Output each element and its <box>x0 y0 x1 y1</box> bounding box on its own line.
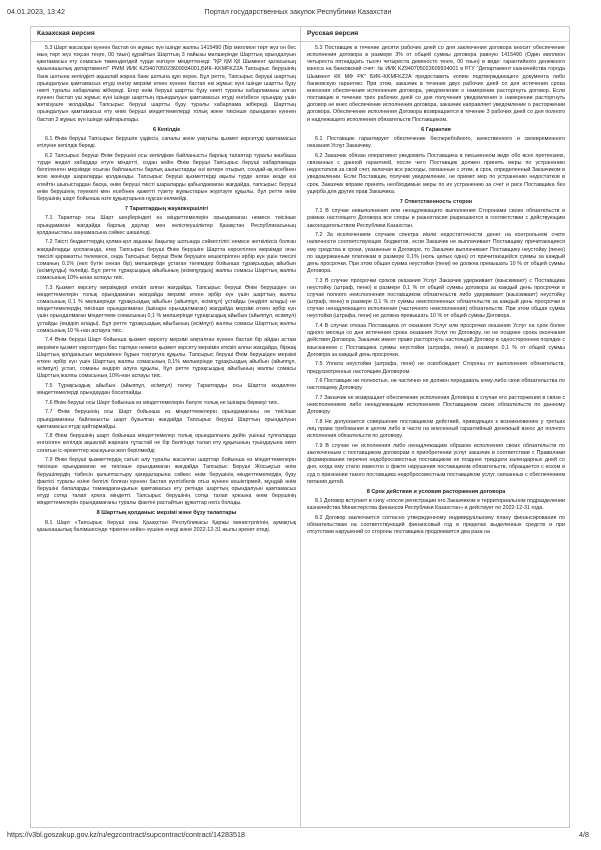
clause-paragraph: 7.3 В случае просрочки сроков оказания Услуг Заказчик удерживает (взыскивает) с Поставщика неустойку (штраф, пеню) в размере 0,1 % от общей суммы договора за каждый день просрочки в случае полного неисполнения поставщиком обязательств либо удерживает (взыскивает) неустойку (штраф, пеню) в размере 0,1 % от суммы неисполненных обязательств за каждый день просрочки в случае ненадлежащего исполнения (частичного неисполнения) обязательств. При этом общая сумма неустойки (штрафа, пени) не должна превышать 10 % от общей суммы Договора. <box>307 277 565 320</box>
browser-print-footer <box>7 830 589 842</box>
clause-paragraph: 7.4 В случае отказа Поставщика от оказания Услуг или просрочки оказания Услуг на срок более одного месяца со дня истечения срока оказания Услуг по Договору, но не позднее срока окончания действия Договора, Заказчик имеет право расторгнуть настоящий Договор в одностороннем порядке с взысканием с Поставщика суммы неустойки (штрафа, пени) в размере 0,1 % от общей суммы Договора за каждый день просрочки. <box>307 323 565 358</box>
kazakh-text-body <box>37 45 296 534</box>
browser-print-header <box>7 4 589 18</box>
page-number: 4/8 <box>579 830 589 839</box>
clause-paragraph: 7.2 За исключением случаев спектра и/или недостаточности денег на контрольном счете наличности соответствующих бюджетов, если Заказчик не выплачивает Поставщику причитающиеся ему средства в сроки, указанные в Договоре, то Заказчик выплачивает Поставщику неустойку (пеню) по задержанным платежам в размере 0,1% (ноль целых одна) от причитающейся суммы за каждый день просрочки. При этом общая сумма неустойки (пени) не должна превышать 10 % от общей суммы Договора. <box>307 232 565 275</box>
clause-paragraph: 6.1 Поставщик гарантирует обеспечение бесперебойного, качественного и своевременного оказания Услуг Заказчику. <box>307 136 565 150</box>
russian-version-heading: Русская версия <box>301 27 569 42</box>
clause-paragraph: 7.4 Өнім беруші Шарт бойынша қызмет көрсету мерзімі аяқталған күннен бастап бір айдан астам мерзімге қызмет көрсетуден бас тартқан немесе қызмет көрсету мерзімін өткізіп алған жағдайда, біржақ Шарттың қолданысын мерзімінен бұрын тоқтатуға құқылы. Тапсырыс беруші Өнім берушіден мерзімі өткен әрбір күн үшін Шарттың жалпы сомасының 0,1% мөлшерінде тұрақсыздық айыбын (айыппұл, өсімпұл) ұстап, соманы өндіріп алуға құқылы, бұл ретте тұрақсыздық айыбының жалпы сомасы Шарттың жалпы сомасының 10%-нан аспауы тиіс. <box>37 337 296 380</box>
clause-paragraph: 7.6 Поставщик ни полностью, ни частично не должен передавать кому-либо свои обязательства по настоящему Договору. <box>307 378 565 392</box>
section-heading: 7 Тараптардың жауапкершілігі <box>124 206 209 213</box>
clause-paragraph: 7.1 Тараптар осы Шарт шеңберіндегі өз міндеттемелерін орындамаған немесе тиісінше орындамаған жағдайда барлық даулар мен келіспеушіліктер Қазақстан Республикасының қолданыстағы заңнамасына сәйкес шешіледі. <box>37 215 296 236</box>
section-heading: 8 Срок действия и условия расторжения договора <box>366 488 506 495</box>
clause-paragraph: 6.2 Заказчик обязан оперативно уведомить Поставщика в письменном виде обо всех претензиях, связанных с данной гарантией, после чего Поставщик должен принять меры по устранению недостатков за свой счет, включая все расходы, связанные с этим, в срок, определенный Заказчиком в уведомлении. Если Поставщик, получив уведомление, не примет мер по устранению недостатков в срок, Заказчик вправе принять необходимые меры по их устранению за счет и риск Поставщика без ущерба для других прав Заказчика. <box>307 152 565 195</box>
clause-paragraph: 7.6 Өнім беруші осы Шарт бойынша өз міндеттемелерін бөлуге толық не ішінара бермеуі тиіс. <box>45 399 279 406</box>
clause-paragraph: 7.8 Өнім берушінің шарт бойынша міндеттемелер толық орындалғанға дейін үшінші тұлғаларда енгізілген кепілдік ақшалай жарнаға тұтастай не бір бөлігінде талап ету құқығының туындауына әкеп соғатын іс-әрекеттер жасауына жол берілмейді. <box>37 433 296 454</box>
clause-paragraph: 7.8 Не допускается совершение поставщиком действий, приводящих к возникновению у третьих лиц права требования в целом либо в части на внесенный гарантийный денежный взнос до полного исполнения обязательств по договору. <box>307 419 565 440</box>
clause-paragraph: 5.3 Поставщик в течение десяти рабочих дней со дня заключения договора вносит обеспечение исполнения договора в размере 3% от общей суммы договора равную 1415490 (Один миллион четыреста пятнадцать тысяч четыреста девяносто тенге, 00 тиын) в виде: гарантийного денежного взноса на банковский счет: № ИИК KZ940705023609934001 в РГУ "Департамент казначейства города Шымкент КК МФ РК" БИК–KKMFKZ2A предоставить копию подтверждающего документа либо банковскую гарантию. При этом, заказчик в течение двух рабочих дней со дня истечения срока внесения обеспечения исполнения договора, уведомление о намерении расторгнуть договор. Если поставщик в течение трех рабочих дней со дня получения уведомления о намерении расторгнуть договор не внес обеспечение исполнения договора, заказчик направляет уведомление о расторжении договора. Обеспечение исполнения Договора возвращается в течение 3 рабочих дней со дня полного и надлежащего исполнения обязательств Поставщиком. <box>307 45 565 123</box>
russian-text-body <box>307 45 565 537</box>
clause-paragraph: 6.1 Өнім беруші Тапсырыс берушіге үздіксіз, сапалы және уақтылы қызмет көрсетуді қамтамасыз етілуіне кепілдік береді. <box>37 136 296 150</box>
clause-paragraph: 8.2 Договор заключается согласно утвержденному индивидуальному плану финансирования по обязательствам на соответствующий финансовый год в пределах выделенных средств и при отсутствии нарушений со стороны поставщика продлевается два раза на <box>307 515 565 536</box>
clause-paragraph: 5.3 Шарт жасасқан күннен бастап он жұмыс күн ішінде жалпы 1415490 (Бір миллион төрт жүз он бес мың төрт жүз тоқсан теңге, 00 тиын) құрайтын Шарттың 3 пайызы мөлшерінде Шарттың орындалуын қамтамасыз ету сомасын төмендегідей түрде енгізуге міндеттенеді: "ҚР ҚМ ҚК Шымкент қаласының қазынашылық департаменті" РММ ИИК KZ940705023609934001,БИК–KKMFKZ2A Тапсырыс берушінің банк шотына кепілдікті ақшалай жарна банк шотына құю керек. Бұл ретте, Тапсырыс беруші шарттың орындалуын қамтамасыз етуді енгізу мерзімі өткен күннен бастап екі жұмыс күні ішінде шартты бұзу ниеті туралы хабарлама жібереді. Егер өнім беруші шартты бұзу ниеті туралы хабарламаны алған күннен бастап үш жұмыс күні ішінде шарттың орындалуын қамтамасыз етуді енгізбесе орындау ушін жеткізушге жолдайды Тапсырыс беруші шартты бұзу туралы хабарлама жібереді. Шарттың орындалуын қамтамасыз ету өнім беруші міндеттемелерді толық және тиісінше орындаған күннен бастап 3 жұмыс күн ішінде қайтарылады. <box>37 45 296 123</box>
clause-paragraph: 7.9 Өнім беруші қызметтердің сатып алу туралы жасалған шарттар бойынша өз міндеттемелерін тиісінше орындамаған не тиісінше орындамаған жағдайда Тапсырыс Беруші Жосықсыз өнім берушілердің тізбесін қалыптастыру қағидаларына сәйкес өнім берушінің міндеттемелердің бұзу фактісі туралы өзіне белгілі болған күннен бастап күнтізбелік отыз күннен кешіктірмей, мұндай өнім берушіні бапаларды тәмамдағандығын қамтамасыз ету ретінде шарттың орындалуын қамтамасыз етуді сотқа талап қоюға міндетті. Тапсырыс берушінің сотқа талап қоюына өнім берушінің міндеттемелерін орындамағаны туралы фактіні растайтын құжаттар негіз болады. <box>37 457 296 507</box>
clause-paragraph: 7.1 В случае невыполнения или ненадлежащего выполнения Сторонами своих обязательств в рамках настоящего Договора все споры и разногласия разрешаются в соответствии с действующим законодательством Республики Казахстан. <box>307 208 565 229</box>
clause-paragraph: 7.9 В случае не исполнения либо ненадлежащим образом исполнения своих обязательств по заключенным с поставщиком договорам о приобретении услуг заказчик в соответствии с Правилами формирования перечня недобросовестных поставщиков не позднее тридцати календарных дней со дня, когда ему стало известно о факте нарушения поставщиком обязательств, обращается с иском в суд о признании такого поставщика недобросовестным поставщиком услуг, связанных с обеспечением питания детей. <box>307 442 565 485</box>
clause-paragraph: 7.5 Уплата неустойки (штрафа, пени) не освобождает Стороны от выполнения обязательств, предусмотренных настоящим Договором. <box>307 361 565 375</box>
section-heading: 6 Кепілдік <box>152 126 181 133</box>
page-url-link[interactable]: https://v3bl.goszakup.gov.kz/ru/egzcontract/supcontract/contract/14283518 <box>7 830 245 839</box>
page-title: Портал государственных закупок Республики Казахстан <box>204 7 392 16</box>
clause-paragraph: 7.5 Тұрақсыздық айыбын (айыппұл, өсімпұл) төлеу Тараптарды осы Шартта көзделген міндеттемелерді орындаудан босатпайды. <box>37 382 296 397</box>
clause-paragraph: 7.3 Қызмет көрсету мерзімдері өткізіп алған жағдайда, Тапсырыс беруші Өнім берушіден он міндеттемелерін толық орындамаған жағдайда мерзімі өткен әрбір күн үшін шарттың жалпы сомасының 0,1 % мөлшерінде тұрақсыздық айыбын (айыппұл, өсімпұл) ұстайды (өндіріп алады) не міндеттемелердің тиісінше орындалмаған (ішінара орындалмаған) жағдайда мерзімі өткен әрбір күн үшін орындалмаған міндеттеме сомасының 0,1 % мөлшерінде тұрақсыздық айыбын (айыппұл, өсімпұл) ұстайды (өндіріп алады). Бұл ретте тұрақсыздық айыбының (өсімпұл) жалпы сомасы Шарттың жалпы сомасының 10 %-нан аспауға тиіс. <box>37 284 296 334</box>
clause-paragraph: 7.7 Заказчик не возвращает обеспечение исполнения Договора в случае его расторжения в связи с неисполнением либо ненадлежащим исполнением Поставщиком своих обязательств по данному Договору. <box>307 395 565 416</box>
russian-version-column <box>300 27 569 827</box>
clause-paragraph: 7.2 Тиісті бюджеттердің қолма-қол ақшаны бақылау шотында сәйкестілігі немесе жеткіліксіз болған жағдайларды қоспағанда, егер Тапсырыс беруші Өнім берушіге Шартта көрсетілген мерзімде оған тиесілі қаражатты төлемесе, онда Тапсырыс беруші Өнім берушіге кешіктірілген әрбір күн үшін тиесілі соманың 0,1% (нөл бүтін оннан бір) мөлшерінде ұстаған төлемдер бойынша тұрақсыздық айыбын (өсімпұлды) төлейді. Бұл ретте тұрақсыздық айыбының (өсімпұлдың) жалпы сомасы Шарттың жалпы сомасының 10%-ынан аспауы тиіс. <box>37 239 296 282</box>
clause-paragraph: 8.1 Шарт «Тапсырыс беруші оны Қазақстан Республикасы Қаржы министрлігінің аумақтық қазынашылық бөлімшесінде тіркеген кейін» күшіне енеді және 2022-12-31 жылы әрекет етеді. <box>37 519 296 533</box>
section-heading: 7 Ответственность сторон <box>399 198 473 205</box>
clause-paragraph: 6.2 Тапсырыс беруші Өнім берушіні осы кепілдікке байланысты барлық талаптар туралы жазбаша түрде жедел хабардар етуге міндетті, содан кейін Өнім беруші Тапсырыс беруші хабарламада белгіленген мерзімде осыған байланысты барлық шығыстарды өзі көтере отырып, сондай-ақ есебінен жою жөнінде шараларды қолданады. Тапсырыс беруші қызметтерді ақылы түрде алған кезде өзі өтейтін шығыстардан басқа, өнім беруші тиісті шараларды қабылдамаған жағдайда, тапсырыс беруші өнім берушінің тәуекелі мен есебінен қажетті түзету жұмыстарын жүргізуге құқылы, бұл ретте өнім берушінің шарт бойынша өзге құқықтарына нұқсан келмейді. <box>37 152 296 202</box>
section-heading: 8 Шарттың қолданыс мерзімі және бұзу талаптары <box>96 510 237 517</box>
print-datetime: 04.01.2023, 13:42 <box>7 7 65 16</box>
kazakh-version-column <box>31 27 300 827</box>
clause-paragraph: 8.1 Договор вступает в силу «после регистрации его Заказчиком в территориальном подразделении казначейства Министерства финансов Республики Казахстан» и действует по 2022-12-31 года. <box>307 498 565 512</box>
contract-table <box>30 26 570 828</box>
clause-paragraph: 7.7 Өнім берушінің осы Шарт бойынша өз міндеттемелерін орындамағаны не тиісінше орындамағаны байланысты шарт бұзылған жағдайда Тапсырыс беруші Шарттың орындалуын қамтамасыз етуді қайтармайды. <box>37 409 296 430</box>
kazakh-version-heading: Казахская версия <box>31 27 300 42</box>
section-heading: 6 Гарантия <box>421 126 451 133</box>
